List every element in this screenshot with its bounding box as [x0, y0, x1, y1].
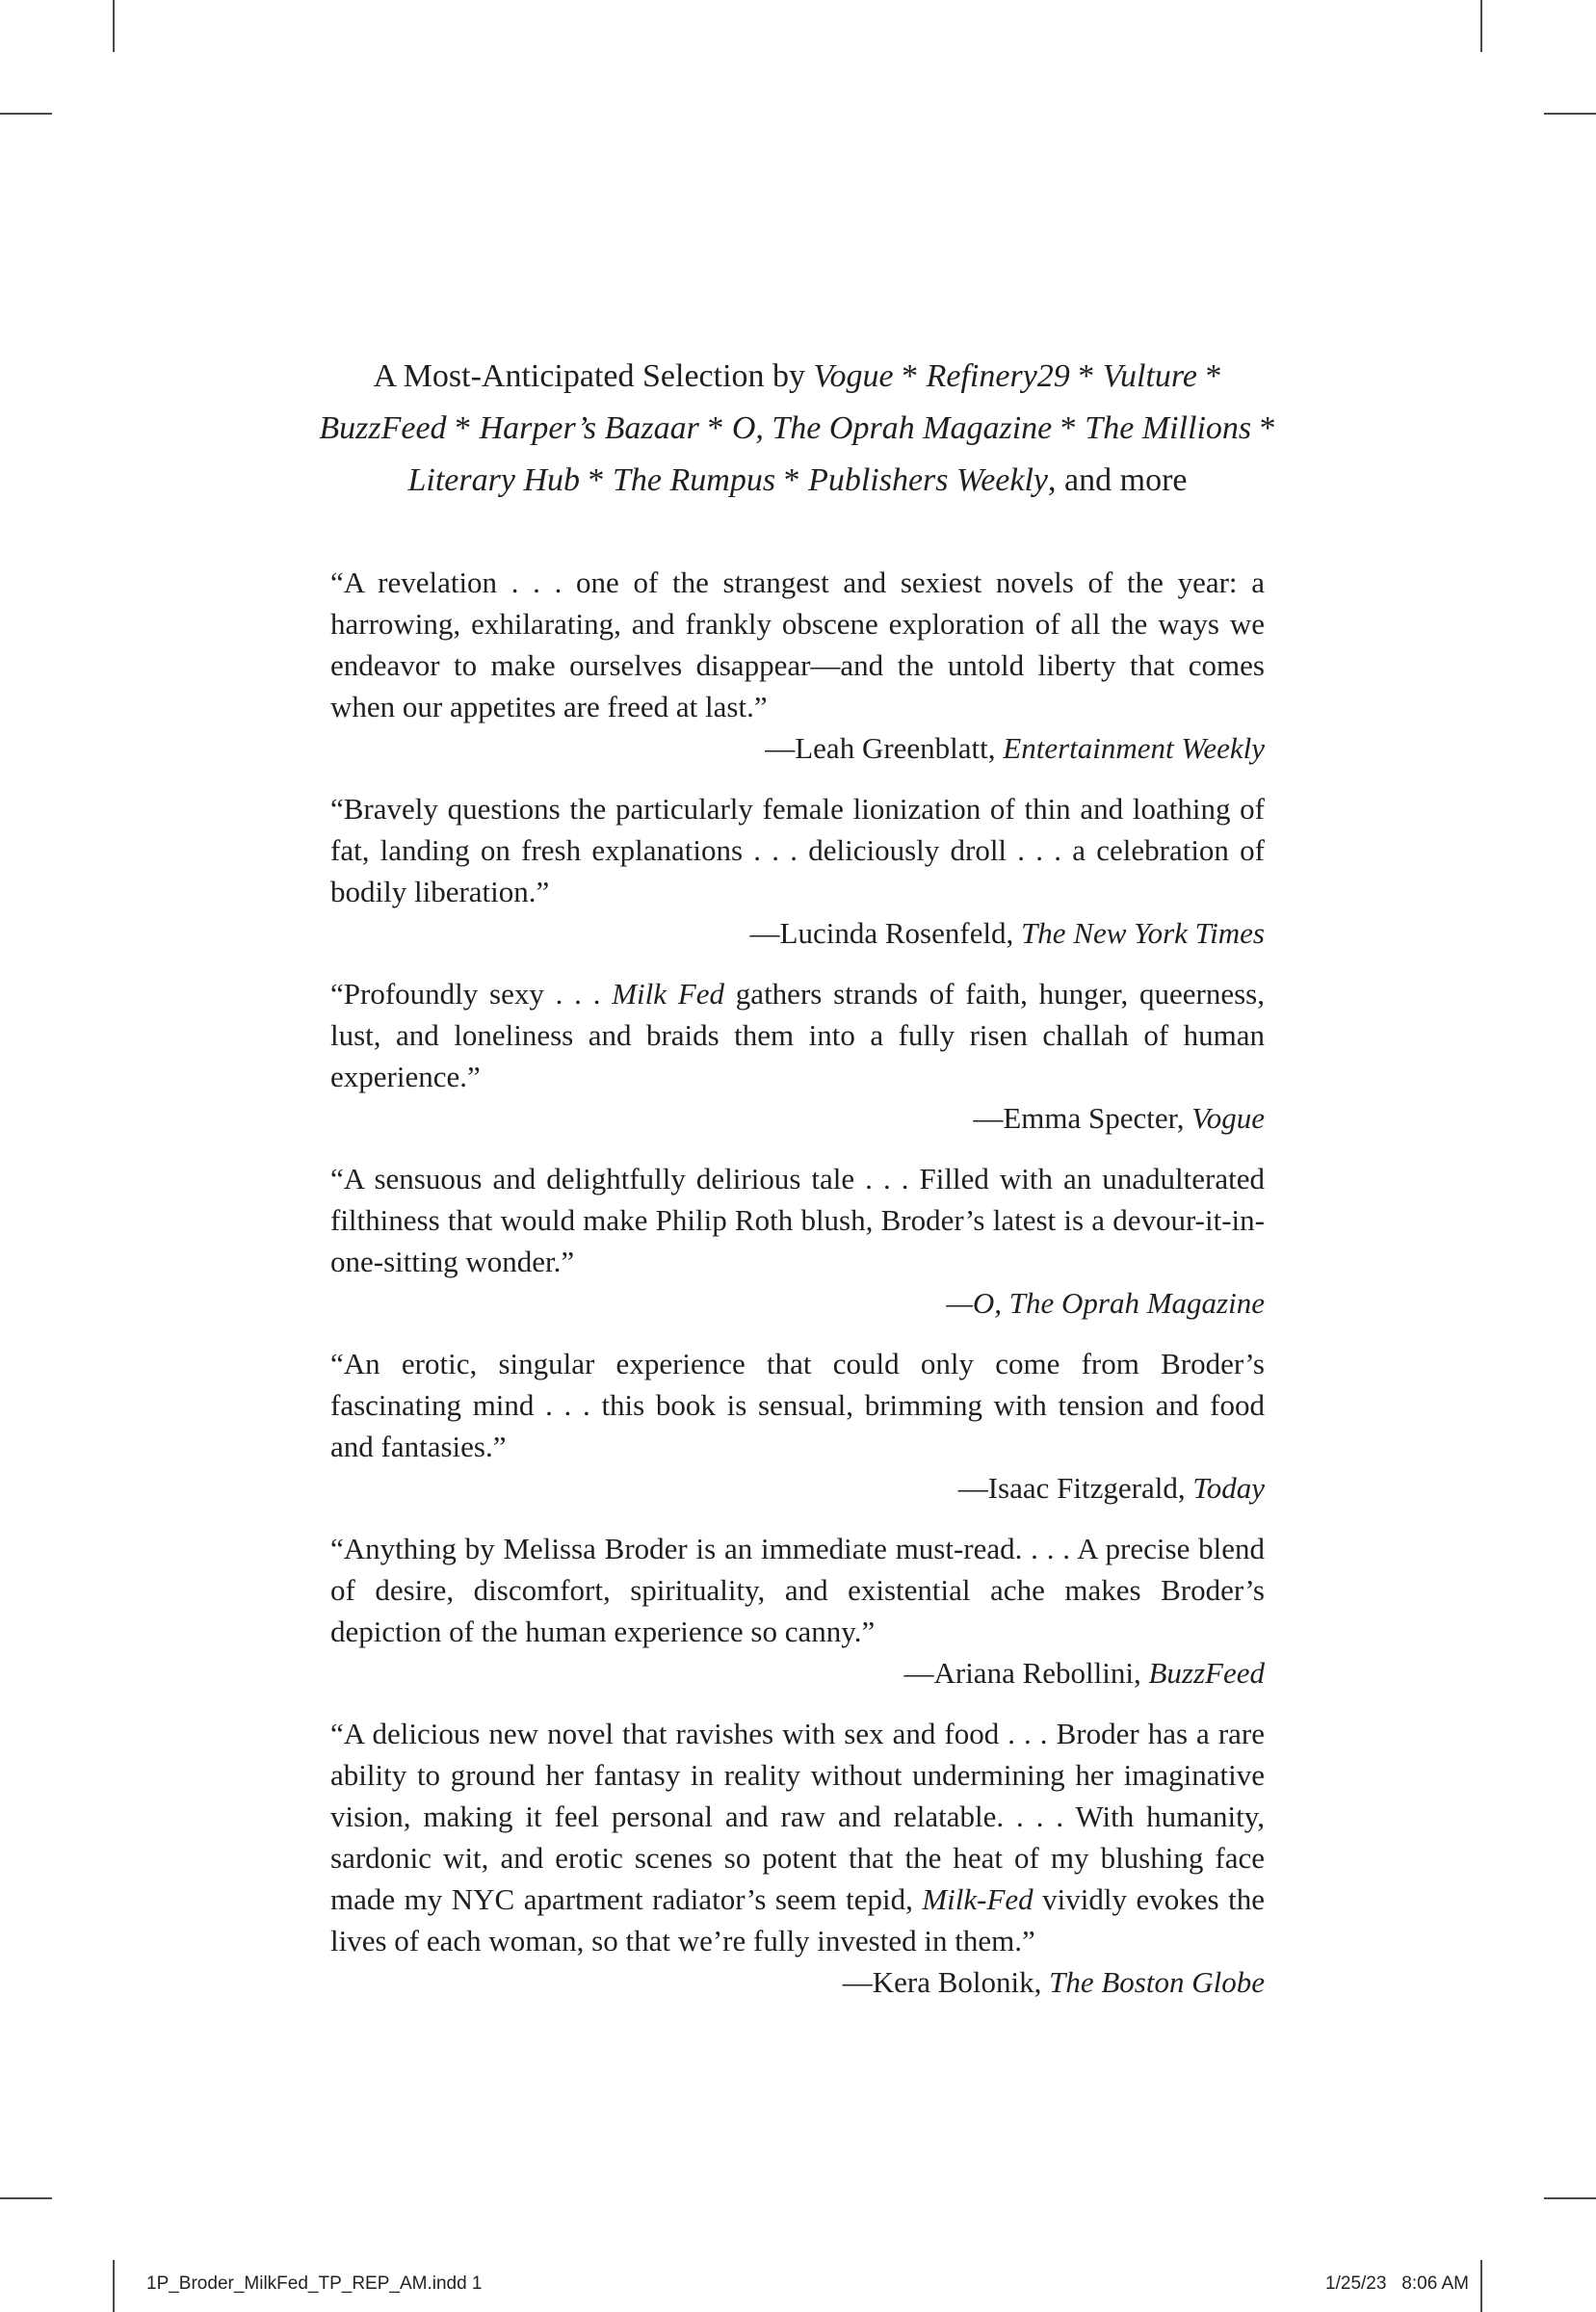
- blurb-quote: “Profoundly sexy . . . Milk Fed gathers strands of faith, hunger, queerness, lust, and loneliness and braids them into a fully risen challah of human experience.”: [330, 977, 1265, 1093]
- publication-name: BuzzFeed: [319, 410, 447, 446]
- slug-time: 8:06 AM: [1401, 2273, 1469, 2294]
- blurb-attribution: —Emma Specter, Vogue: [973, 1101, 1265, 1135]
- blurb-attribution: —O, The Oprah Magazine: [946, 1286, 1265, 1320]
- publication-name: Harper’s Bazaar: [479, 410, 699, 446]
- publication-name: Vogue: [813, 358, 894, 394]
- blurb-quote: “Anything by Melissa Broder is an immediate must-read. . . . A precise blend of desire, discomfort, spirituality, and existential ache makes Broder’s depiction of the human experience so canny.”: [330, 1532, 1265, 1648]
- blurb-source: Vogue: [1191, 1101, 1265, 1135]
- blurb: [330, 973, 1265, 1139]
- blurb: [330, 788, 1265, 954]
- blurb-quote: “An erotic, singular experience that could only come from Broder’s fascinating mind . . . this book is sensual, brimming with tension and food and fantasies.”: [330, 1347, 1265, 1463]
- crop-mark: [0, 113, 52, 115]
- publication-name: Refinery29: [926, 358, 1070, 394]
- blurb-source: BuzzFeed: [1148, 1656, 1265, 1690]
- blurb-source: The Boston Globe: [1049, 1965, 1265, 1999]
- blurb-quote: “A delicious new novel that ravishes with sex and food . . . Broder has a rare ability to ground her fantasy in reality without undermining her imaginative vision, making it feel personal and raw and relatable. . . . With humanity, sardonic wit, and erotic scenes so potent that the heat of my blushing face made my NYC apartment radiator’s seem tepid, Milk-Fed vividly evokes the lives of each woman, so that we’re fully invested in them.”: [330, 1717, 1265, 1957]
- blurb-quote: “A revelation . . . one of the strangest and sexiest novels of the year: a harrowing, exhilarating, and frankly obscene exploration of all the ways we endeavor to make ourselves disappear—and the untold liberty that comes when our appetites are freed at last.”: [330, 565, 1265, 723]
- publication-name: Vulture: [1102, 358, 1197, 394]
- book-title: Milk Fed: [612, 977, 725, 1011]
- publication-name: O, The Oprah Magazine: [731, 410, 1053, 446]
- blurb-attribution: —Leah Greenblatt, Entertainment Weekly: [765, 731, 1265, 765]
- blurb-source: O, The Oprah Magazine: [972, 1286, 1265, 1320]
- crop-mark: [1480, 0, 1482, 52]
- blurb: [330, 1528, 1265, 1694]
- blurb-attribution: —Kera Bolonik, The Boston Globe: [842, 1965, 1265, 1999]
- publication-name: Literary Hub: [407, 462, 580, 498]
- blurb-attribution: —Isaac Fitzgerald, Today: [957, 1471, 1265, 1505]
- blurb: [330, 562, 1265, 769]
- crop-mark: [1480, 2260, 1482, 2312]
- blurb-quote: “A sensuous and delightfully delirious tale . . . Filled with an unadulterated filthiness that would make Philip Roth blush, Broder’s latest is a devour-it-in-one-sitting wonder.”: [330, 1162, 1265, 1278]
- slug-datetime: [1325, 2273, 1469, 2295]
- most-anticipated-selection: A Most-Anticipated Selection by Vogue * Refinery29 * Vulture * BuzzFeed * Harper’s Bazaar * O, The Oprah Magazine * The Millions * Literary Hub * The Rumpus * Publishers Weekly, and more: [319, 358, 1276, 498]
- crop-mark: [113, 2260, 115, 2312]
- blurb-source: Entertainment Weekly: [1003, 731, 1265, 765]
- publication-name: The Rumpus: [613, 462, 776, 498]
- blurb: [330, 1343, 1265, 1509]
- publication-name: The Millions: [1085, 410, 1252, 446]
- crop-mark: [113, 0, 115, 52]
- blurb-attribution: —Ariana Rebollini, BuzzFeed: [903, 1656, 1265, 1690]
- blurb-quote: “Bravely questions the particularly female lionization of thin and loathing of fat, landing on fresh explanations . . . deliciously droll . . . a celebration of bodily liberation.”: [330, 792, 1265, 908]
- crop-mark: [1544, 2197, 1596, 2199]
- book-title: Milk-Fed: [922, 1882, 1033, 1916]
- blurb-source: Today: [1192, 1471, 1265, 1505]
- blurb-attribution: —Lucinda Rosenfeld, The New York Times: [749, 916, 1265, 950]
- slug-date: 1/25/23: [1325, 2273, 1387, 2294]
- publication-name: Publishers Weekly: [808, 462, 1049, 498]
- praise-blurbs: [330, 562, 1265, 2022]
- blurb-source: The New York Times: [1021, 916, 1265, 950]
- crop-mark: [0, 2197, 52, 2199]
- blurb: [330, 1158, 1265, 1324]
- blurb: [330, 1713, 1265, 2003]
- crop-mark: [1544, 113, 1596, 115]
- slug-filename: 1P_Broder_MilkFed_TP_REP_AM.indd 1: [146, 2273, 483, 2294]
